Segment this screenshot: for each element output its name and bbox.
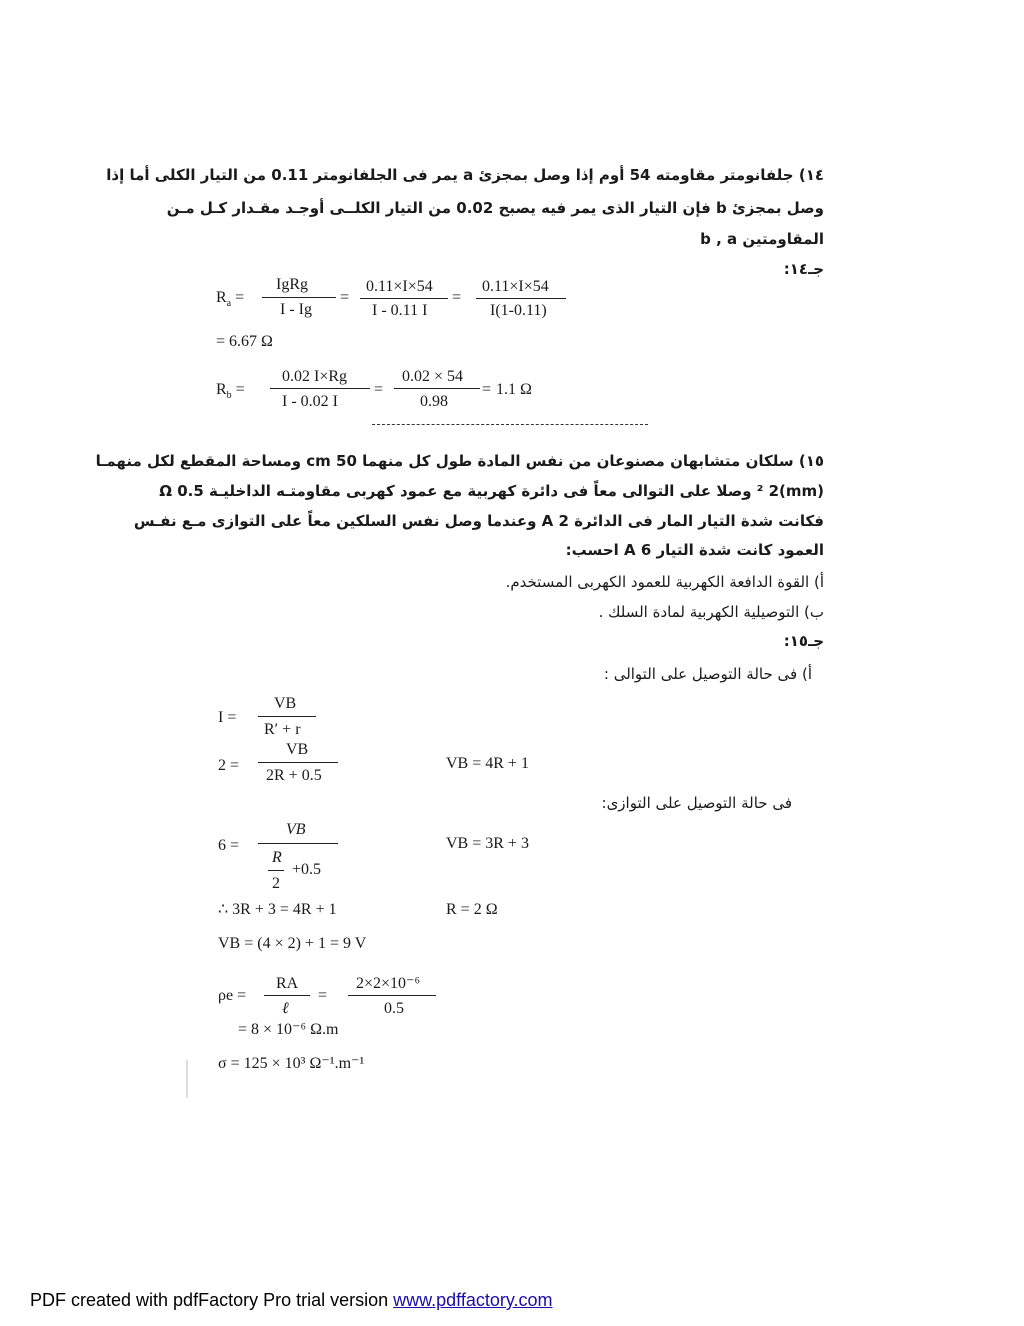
ra-num1: IgRg [276, 276, 308, 293]
pdf-footer [30, 1290, 553, 1311]
q15-line1: ١٥) سلكان متشابهان مصنوعان من نفس المادة طول كل منهما 50 cm ومساحة المقطع لكل منهمـا [95, 452, 824, 470]
rb-bar1 [270, 388, 370, 389]
ra-den2: I - 0.11 I [372, 302, 428, 319]
rb-bar2 [394, 388, 480, 389]
eq6-bar1 [264, 995, 310, 996]
q15-line3: فكانت شدة التيار المار فى الدائرة A 2 وعندما وصل نفس السلكين معاً على التوازى مـع نفـس [133, 512, 824, 530]
rb-den1: I - 0.02 I [282, 393, 338, 410]
scan-edge-line [186, 1060, 188, 1098]
ra-lhs: $R_a$ = [216, 289, 245, 310]
eq6-den2: 0.5 [384, 1000, 404, 1017]
eq1-den: R′ + r [264, 721, 301, 738]
eq2-num: VB [286, 741, 309, 758]
eq3-right: VB = 3R + 3 [446, 835, 529, 852]
ra-num3: 0.11×I×54 [482, 278, 549, 295]
footer-text: PDF created with pdfFactory Pro trial version [30, 1290, 394, 1310]
rb-den2: 0.98 [420, 393, 448, 410]
eq8: σ = 125 × 10³ Ω⁻¹.m⁻¹ [218, 1055, 365, 1072]
eq7: = 8 × 10⁻⁶ Ω.m [238, 1021, 339, 1038]
eq4-right: R = 2 Ω [446, 901, 498, 918]
eq3-den-num: R [272, 849, 282, 866]
eq3-num: VB [286, 821, 306, 838]
eq2-right: VB = 4R + 1 [446, 755, 529, 772]
rb-lhs: $R_b$ = [216, 381, 245, 402]
series-label: أ) فى حالة التوصيل على التوالى : [603, 665, 812, 683]
q15-part-b: ب) التوصيلية الكهربية لمادة السلك . [598, 603, 824, 621]
q15-answer-label: جـ١٥: [783, 632, 824, 650]
eq6-eq: = [318, 987, 328, 1004]
rb-eq2: = [374, 381, 384, 398]
rb-num2: 0.02 × 54 [402, 368, 464, 385]
q14-line3: المقاومتين b , a [700, 230, 824, 248]
eq1-lhs: I = [218, 709, 237, 726]
eq6-lhs: ρe = [218, 987, 247, 1004]
ra-bar2 [360, 298, 448, 299]
rb-num1: 0.02 I×Rg [282, 368, 348, 385]
eq6-num1: RA [276, 975, 299, 992]
q15-line2: (mm)² 2 وصلا على التوالى معاً فى دائرة كهربية مع عمود كهربى مقاومتـه الداخليـة 0.5 Ω [159, 482, 824, 500]
ra-den1: I - Ig [280, 301, 312, 318]
ra-bar1 [262, 297, 336, 298]
q14-line1: ١٤) جلفانومتر مقاومته 54 أوم إذا وصل بمجزئ a يمر فى الجلفانومتر 0.11 من التيار الكلى أما إذا [106, 166, 824, 184]
eq2-bar [258, 762, 338, 763]
eq4-left: ∴ 3R + 3 = 4R + 1 [218, 901, 337, 918]
eq6-num2: 2×2×10⁻⁶ [356, 975, 421, 992]
q15-line4: العمود كانت شدة التيار 6 A احسب: [565, 541, 824, 559]
ra-result: = 6.67 Ω [216, 333, 273, 350]
q14-line2: وصل بمجزئ b فإن التيار الذى يمر فيه يصبح 0.02 من التيار الكلــى أوجـد مقـدار كـل مـن [166, 199, 824, 217]
eq3-den-add: +0.5 [292, 861, 322, 878]
eq3-bar [258, 843, 338, 844]
ra-num2: 0.11×I×54 [366, 278, 433, 295]
eq1-num: VB [274, 695, 297, 712]
eq6-den1: ℓ [282, 1000, 289, 1017]
eq3-den-bar [268, 870, 284, 871]
eq2-den: 2R + 0.5 [266, 767, 322, 784]
ra-bar3 [476, 298, 566, 299]
q14-answer-label: جـ١٤: [783, 260, 824, 278]
ra-eq3: = [452, 289, 462, 306]
separator [372, 424, 648, 425]
eq3-lhs: 6 = [218, 837, 240, 854]
eq2-lhs: 2 = [218, 757, 240, 774]
eq5: VB = (4 × 2) + 1 = 9 V [218, 935, 367, 952]
eq3-den-den: 2 [272, 875, 280, 892]
eq1-bar [258, 716, 316, 717]
ra-den3: I(1-0.11) [490, 302, 547, 319]
rb-result: 1.1 Ω [496, 381, 532, 398]
footer-link[interactable]: www.pdffactory.com [393, 1290, 553, 1310]
q15-part-a: أ) القوة الدافعة الكهربية للعمود الكهربى المستخدم. [505, 573, 824, 591]
eq6-bar2 [348, 995, 436, 996]
parallel-label: فى حالة التوصيل على التوازى: [601, 794, 792, 812]
ra-eq2: = [340, 289, 350, 306]
rb-eq3: = [482, 381, 492, 398]
